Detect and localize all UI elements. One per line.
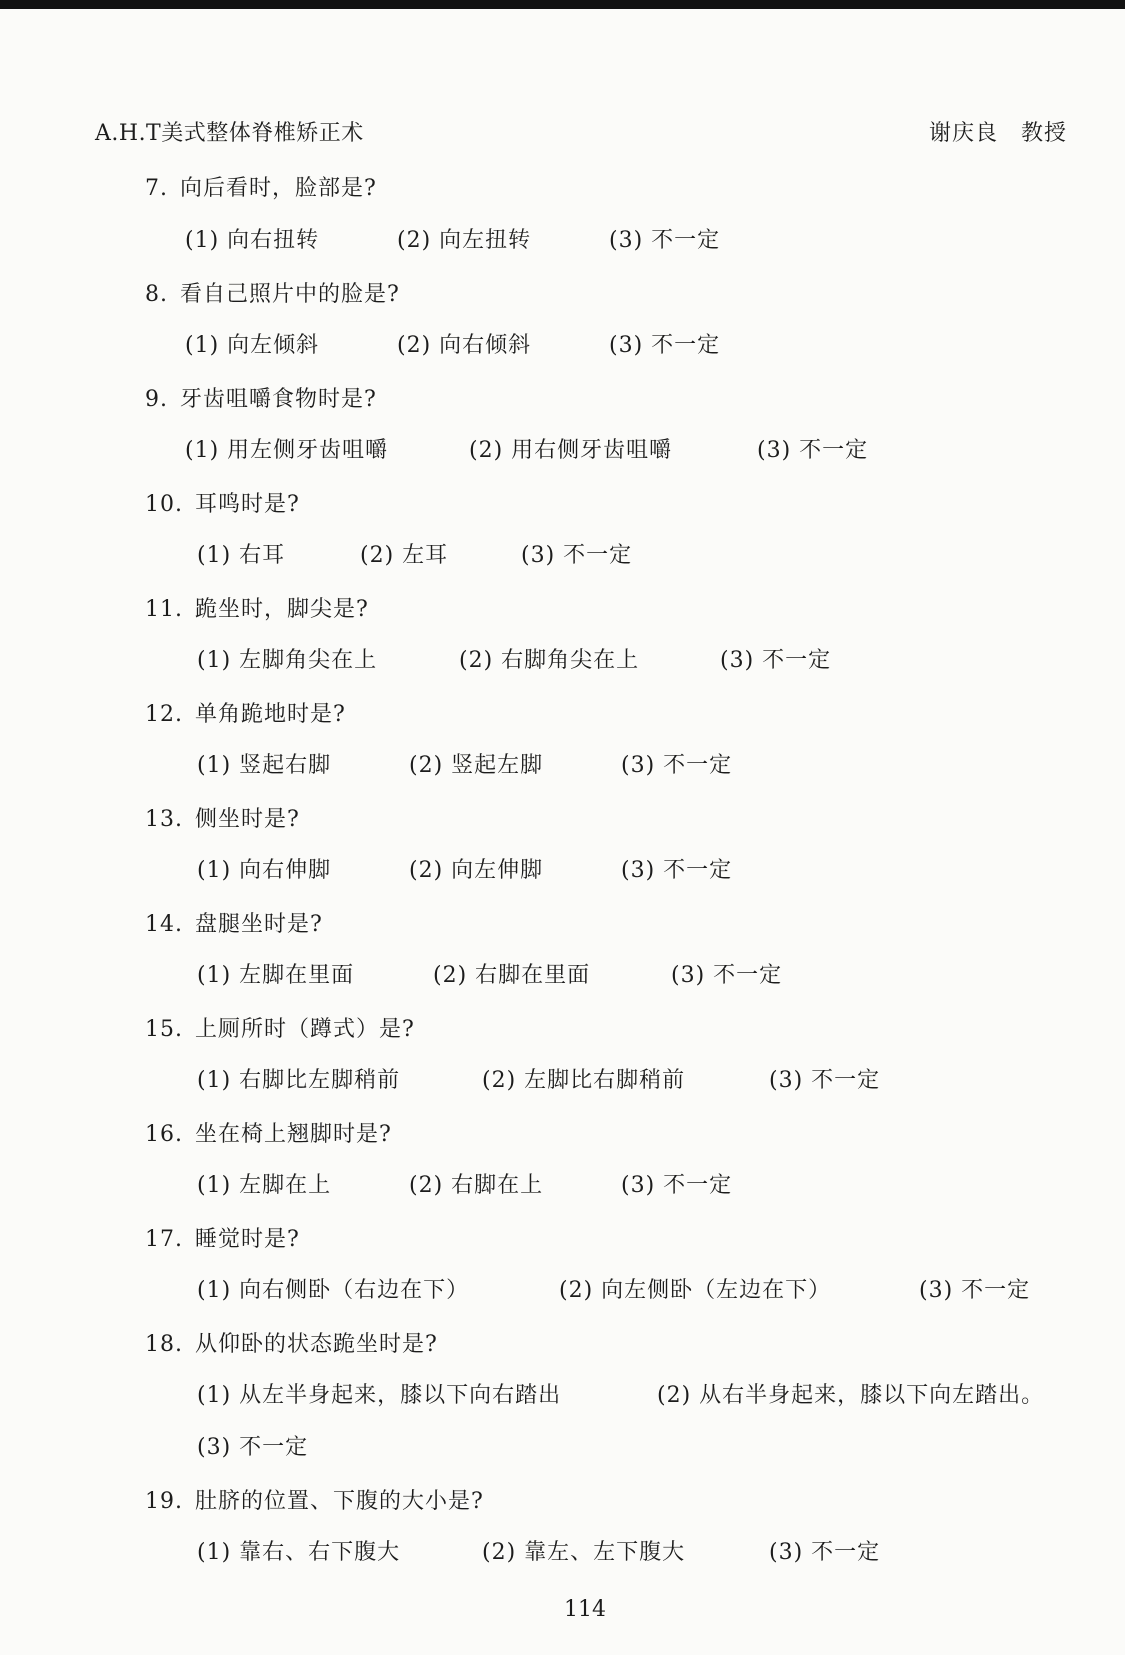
question-18	[145, 1329, 438, 1361]
option-2: (2) 右脚角尖在上	[459, 648, 640, 673]
option-1: (1) 左脚在上	[197, 1173, 332, 1198]
question-8	[145, 279, 400, 311]
question-number: 8.	[145, 282, 168, 307]
question-text: 跪坐时，脚尖是?	[195, 597, 369, 622]
option-1: (1) 向左倾斜	[185, 333, 320, 358]
option-1: (1) 右耳	[197, 543, 286, 568]
option-2: (2) 竖起左脚	[409, 753, 544, 778]
question-12	[145, 699, 346, 731]
question-text: 上厕所时（蹲式）是?	[195, 1017, 415, 1042]
option-1: (1) 向右扭转	[185, 228, 320, 253]
question-text: 单角跪地时是?	[195, 702, 346, 727]
option-1: (1) 左脚在里面	[197, 963, 355, 988]
question-number: 14.	[145, 912, 183, 937]
question-number: 9.	[145, 387, 168, 412]
option-1: (1) 靠右、右下腹大	[197, 1540, 401, 1565]
option-3: (3) 不一定	[720, 648, 832, 673]
question-text: 看自己照片中的脸是?	[180, 282, 400, 307]
question-15	[145, 1014, 415, 1046]
question-number: 12.	[145, 702, 183, 727]
option-3: (3) 不一定	[621, 1173, 733, 1198]
option-2: (2) 靠左、左下腹大	[482, 1540, 686, 1565]
question-number: 18.	[145, 1332, 183, 1357]
question-number: 16.	[145, 1122, 183, 1147]
question-number: 17.	[145, 1227, 183, 1252]
question-text: 肚脐的位置、下腹的大小是?	[195, 1489, 484, 1514]
question-14	[145, 909, 323, 941]
question-text: 侧坐时是?	[195, 807, 300, 832]
option-1: (1) 向右侧卧（右边在下）	[197, 1278, 470, 1303]
question-text: 牙齿咀嚼食物时是?	[180, 387, 377, 412]
question-19	[145, 1486, 484, 1518]
option-2: (2) 左脚比右脚稍前	[482, 1068, 686, 1093]
question-9	[145, 384, 377, 416]
question-number: 19.	[145, 1489, 183, 1514]
option-3: (3) 不一定	[769, 1540, 881, 1565]
running-header	[95, 116, 1067, 150]
option-1: (1) 竖起右脚	[197, 753, 332, 778]
option-2: (2) 向左侧卧（左边在下）	[559, 1278, 832, 1303]
question-16	[145, 1119, 392, 1151]
question-11	[145, 594, 369, 626]
question-text: 从仰卧的状态跪坐时是?	[195, 1332, 438, 1357]
option-2: (2) 向右倾斜	[397, 333, 532, 358]
option-3: (3) 不一定	[609, 333, 721, 358]
book-title: A.H.T美式整体脊椎矫正术	[95, 121, 364, 146]
option-3: (3) 不一定	[919, 1278, 1031, 1303]
question-10	[145, 489, 300, 521]
question-number: 10.	[145, 492, 183, 517]
question-number: 11.	[145, 597, 183, 622]
option-1: (1) 左脚角尖在上	[197, 648, 378, 673]
option-1: (1) 从左半身起来，膝以下向右踏出	[197, 1383, 562, 1408]
question-number: 15.	[145, 1017, 183, 1042]
author-name: 谢庆良 教授	[928, 121, 1067, 146]
question-text: 睡觉时是?	[195, 1227, 300, 1252]
option-3: (3) 不一定	[769, 1068, 881, 1093]
option-3: (3) 不一定	[521, 543, 633, 568]
option-1: (1) 向右伸脚	[197, 858, 332, 883]
question-text: 盘腿坐时是?	[195, 912, 323, 937]
question-number: 13.	[145, 807, 183, 832]
question-text: 坐在椅上翘脚时是?	[195, 1122, 392, 1147]
option-2: (2) 向左伸脚	[409, 858, 544, 883]
option-2: (2) 向左扭转	[397, 228, 532, 253]
option-2: (2) 右脚在上	[409, 1173, 544, 1198]
question-7	[145, 173, 377, 205]
option-3: (3) 不一定	[197, 1435, 309, 1460]
question-text: 向后看时，脸部是?	[180, 176, 377, 201]
option-1: (1) 右脚比左脚稍前	[197, 1068, 401, 1093]
question-text: 耳鸣时是?	[195, 492, 300, 517]
option-3: (3) 不一定	[609, 228, 721, 253]
option-3: (3) 不一定	[671, 963, 783, 988]
option-3: (3) 不一定	[621, 753, 733, 778]
option-2: (2) 左耳	[360, 543, 449, 568]
option-2: (2) 从右半身起来，膝以下向左踏出。	[657, 1383, 1045, 1408]
option-2: (2) 用右侧牙齿咀嚼	[469, 438, 673, 463]
option-3: (3) 不一定	[757, 438, 869, 463]
question-number: 7.	[145, 176, 168, 201]
option-1: (1) 用左侧牙齿咀嚼	[185, 438, 389, 463]
option-3: (3) 不一定	[621, 858, 733, 883]
option-2: (2) 右脚在里面	[433, 963, 591, 988]
top-border-rule	[0, 0, 1125, 9]
question-17	[145, 1224, 300, 1256]
page-number: 114	[564, 1597, 606, 1622]
question-13	[145, 804, 300, 836]
